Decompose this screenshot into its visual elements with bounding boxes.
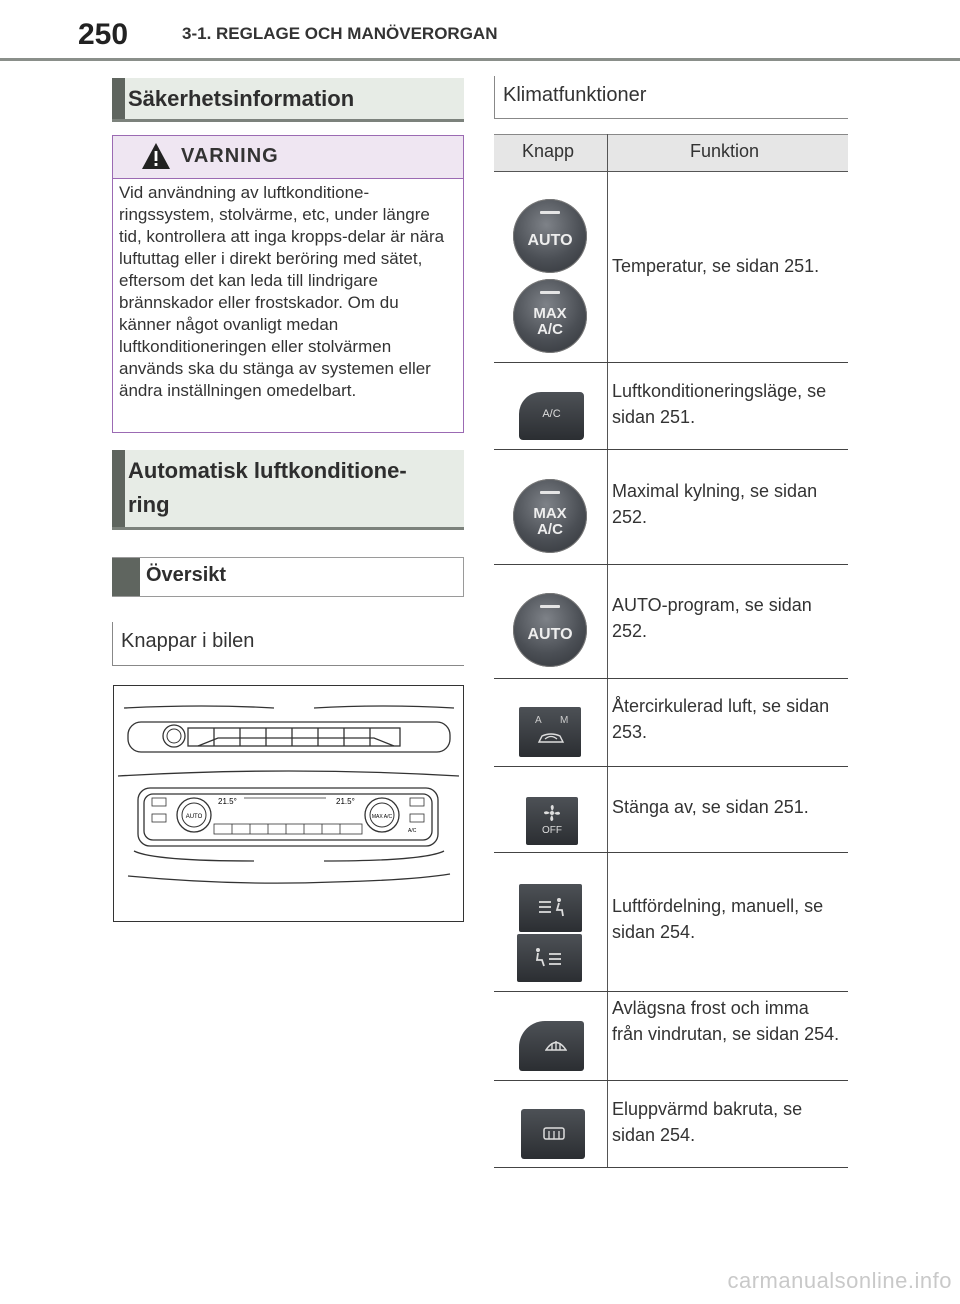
section-marker	[112, 450, 125, 527]
row-divider	[494, 449, 848, 450]
warning-box	[112, 135, 464, 433]
knob-maxac-text: MAX A/C	[371, 814, 393, 820]
max-ac-knob-icon: MAX A/C	[513, 479, 587, 553]
row-divider	[494, 1080, 848, 1081]
auto-knob-icon: AUTO	[513, 593, 587, 667]
section-marker	[112, 78, 125, 119]
warning-header	[113, 136, 463, 179]
section-marker	[112, 558, 140, 596]
row-divider	[494, 991, 848, 992]
function-text: Eluppvärmd bakruta, se sidan 254.	[612, 1099, 803, 1145]
function-text: AUTO-program, se sidan 252.	[612, 595, 812, 641]
row-divider	[494, 1167, 848, 1168]
air-distribution-down-button-icon	[517, 934, 582, 982]
table-header	[494, 134, 848, 172]
fan-icon	[543, 804, 561, 822]
safety-section-bar	[112, 78, 464, 122]
buttons-in-car-title: Knappar i bilen	[121, 630, 255, 652]
function-text: Luftfördelning, manuell, se sidan 254.	[612, 896, 824, 942]
auto-knob-icon: AUTO	[513, 199, 587, 273]
col-button-header: Knapp	[522, 141, 575, 161]
windshield-defrost-button-icon	[519, 1021, 584, 1071]
row-divider	[494, 766, 848, 767]
row-divider	[494, 362, 848, 363]
function-text: Luftkonditioneringsläge, se sidan 251.	[612, 381, 827, 427]
row-divider	[494, 852, 848, 853]
overview-title: Översikt	[146, 564, 227, 586]
air-to-windshield-icon	[537, 896, 567, 918]
row-divider	[494, 564, 848, 565]
warning-triangle-icon	[141, 142, 171, 170]
rear-window-heat-icon	[543, 1126, 565, 1142]
left-temp-knob-drawing	[177, 798, 211, 832]
page-number: 250	[78, 18, 129, 51]
knob-auto-text: AUTO	[185, 814, 203, 820]
max-ac-knob-icon: MAX A/C	[513, 279, 587, 353]
chapter-title: 3-1. REGLAGE OCH MANÖVERORGAN	[182, 24, 498, 43]
volume-knob-drawing	[163, 725, 185, 747]
left-temp-readout: 21.5°	[218, 797, 237, 806]
safety-section-title: Säkerhetsinformation	[128, 86, 355, 111]
air-distribution-up-button-icon	[519, 884, 582, 932]
buttons-in-car-heading	[112, 622, 464, 666]
right-temp-readout: 21.5°	[336, 797, 355, 806]
windshield-defrost-icon	[545, 1037, 567, 1053]
warning-text: Vid användning av luftkonditione-ringssystem, stolvärme, etc, under längre tid, kontrollera att inga kropps-delar är nära luftuttag eller i direkt beröring med sätet, eftersom det kan leda till lindrigare brännskador eller frostskador. Om du känner något ovanligt medan luftkonditioneringen eller stolvärmen används ska du stänga av systemen eller ändra inställningen omedelbart.	[119, 183, 445, 400]
auto-ac-title-line1: Automatisk luftkonditione-	[128, 458, 407, 483]
function-text: Återcirkulerad luft, se sidan 253.	[612, 696, 830, 742]
fan-off-button-icon: OFF	[526, 797, 578, 845]
watermark: carmanualsonline.info	[727, 1268, 952, 1293]
right-temp-knob-drawing	[365, 798, 399, 832]
air-to-footwell-icon	[533, 946, 565, 968]
climate-functions-title: Klimatfunktioner	[503, 84, 647, 106]
col-function-header: Funktion	[690, 141, 760, 161]
row-divider	[494, 678, 848, 679]
function-text: Temperatur, se sidan 251.	[612, 256, 820, 276]
auto-ac-title-line2: ring	[128, 492, 170, 517]
recirculation-car-icon	[537, 731, 565, 745]
overview-section-bar	[112, 557, 464, 597]
function-text: Avlägsna frost och imma från vindrutan, se sidan 254.	[612, 998, 840, 1044]
ac-mini-label: A/C	[408, 828, 417, 834]
dashboard-drawing	[114, 686, 463, 921]
function-text: Stänga av, se sidan 251.	[612, 797, 809, 817]
table-column-divider	[607, 134, 608, 1168]
recirculation-button-icon: A M	[519, 707, 581, 757]
climate-functions-heading	[494, 76, 848, 119]
function-text: Maximal kylning, se sidan 252.	[612, 481, 818, 527]
climate-panel-illustration	[113, 685, 464, 922]
warning-label: VARNING	[181, 145, 279, 167]
rear-window-heat-button-icon	[521, 1109, 585, 1159]
header-rule	[0, 58, 960, 61]
auto-ac-section-bar	[112, 450, 464, 530]
ac-button-icon: A/C	[519, 392, 584, 440]
